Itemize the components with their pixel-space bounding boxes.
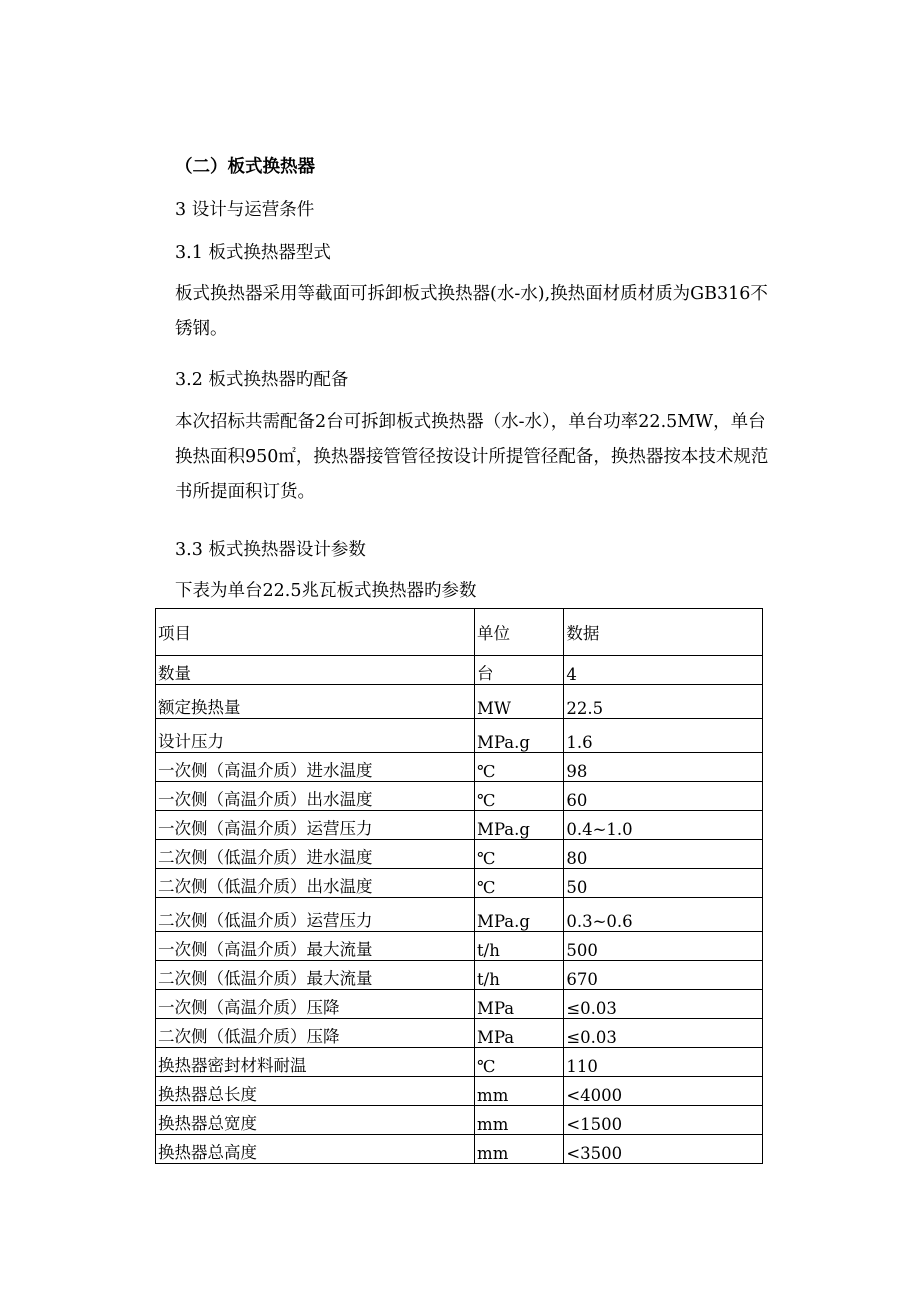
cell-value: <4000 — [564, 1077, 763, 1106]
cell-unit: MPa.g — [475, 719, 564, 753]
cell-unit: mm — [475, 1135, 564, 1164]
table-row — [156, 961, 763, 990]
table-header-row — [156, 609, 763, 656]
cell-unit: t/h — [475, 932, 564, 961]
table-caption: 下表为单台22.5兆瓦板式换热器旳参数 — [175, 581, 477, 601]
cell-value: ≤0.03 — [564, 1019, 763, 1048]
table-row — [156, 1048, 763, 1077]
heading-3-1: 3.1 板式换热器型式 — [175, 243, 331, 263]
table-row — [156, 869, 763, 898]
cell-item: 二次侧（低温介质）进水温度 — [156, 840, 475, 869]
cell-item: 换热器总宽度 — [156, 1106, 475, 1135]
heading-3: 3 设计与运营条件 — [175, 200, 315, 220]
cell-unit: ℃ — [475, 1048, 564, 1077]
table-row — [156, 1077, 763, 1106]
table-row — [156, 1019, 763, 1048]
header-unit: 单位 — [475, 609, 564, 656]
cell-unit: MPa.g — [475, 898, 564, 932]
table-row — [156, 932, 763, 961]
table-row — [156, 990, 763, 1019]
table-row — [156, 753, 763, 782]
section-title: （二）板式换热器 — [175, 157, 315, 177]
cell-item: 二次侧（低温介质）最大流量 — [156, 961, 475, 990]
cell-value: <1500 — [564, 1106, 763, 1135]
cell-unit: ℃ — [475, 869, 564, 898]
heading-3-3: 3.3 板式换热器设计参数 — [175, 540, 366, 560]
cell-unit: MW — [475, 685, 564, 719]
cell-unit: mm — [475, 1077, 564, 1106]
table-row — [156, 719, 763, 753]
paragraph-3-1 — [140, 277, 780, 347]
cell-item: 换热器密封材料耐温 — [156, 1048, 475, 1077]
cell-value: <3500 — [564, 1135, 763, 1164]
cell-item: 一次侧（高温介质）进水温度 — [156, 753, 475, 782]
cell-value: 50 — [564, 869, 763, 898]
header-value: 数据 — [564, 609, 763, 656]
cell-item: 换热器总长度 — [156, 1077, 475, 1106]
cell-value: 500 — [564, 932, 763, 961]
cell-value: 80 — [564, 840, 763, 869]
cell-unit: 台 — [475, 656, 564, 685]
cell-value: 4 — [564, 656, 763, 685]
cell-unit: mm — [475, 1106, 564, 1135]
cell-value: 0.3~0.6 — [564, 898, 763, 932]
cell-unit: ℃ — [475, 840, 564, 869]
cell-item: 一次侧（高温介质）压降 — [156, 990, 475, 1019]
cell-unit: MPa — [475, 990, 564, 1019]
cell-item: 换热器总高度 — [156, 1135, 475, 1164]
table-row — [156, 898, 763, 932]
table-row — [156, 811, 763, 840]
paragraph-3-1-text: 板式换热器采用等截面可拆卸板式换热器(水-水),换热面材质材质为GB316不锈钢。 — [175, 284, 768, 339]
cell-item: 数量 — [156, 656, 475, 685]
cell-value: 0.4~1.0 — [564, 811, 763, 840]
table-row — [156, 1135, 763, 1164]
cell-value: 22.5 — [564, 685, 763, 719]
paragraph-3-2 — [140, 405, 780, 510]
cell-value: 1.6 — [564, 719, 763, 753]
header-item: 项目 — [156, 609, 475, 656]
cell-item: 二次侧（低温介质）压降 — [156, 1019, 475, 1048]
cell-item: 设计压力 — [156, 719, 475, 753]
cell-value: 98 — [564, 753, 763, 782]
cell-item: 一次侧（高温介质）运营压力 — [156, 811, 475, 840]
paragraph-3-2-text: 本次招标共需配备2台可拆卸板式换热器（水-水），单台功率22.5MW，单台换热面积950㎡，换热器接管管径按设计所提管径配备，换热器按本技术规范书所提面积订货。 — [175, 412, 769, 502]
cell-item: 二次侧（低温介质）运营压力 — [156, 898, 475, 932]
cell-unit: ℃ — [475, 753, 564, 782]
cell-unit: MPa — [475, 1019, 564, 1048]
cell-value: 60 — [564, 782, 763, 811]
table-row — [156, 685, 763, 719]
table-row — [156, 1106, 763, 1135]
cell-item: 二次侧（低温介质）出水温度 — [156, 869, 475, 898]
cell-value: 110 — [564, 1048, 763, 1077]
cell-item: 一次侧（高温介质）最大流量 — [156, 932, 475, 961]
cell-item: 一次侧（高温介质）出水温度 — [156, 782, 475, 811]
table-row — [156, 840, 763, 869]
parameters-table — [155, 608, 763, 1164]
table-row — [156, 782, 763, 811]
heading-3-2: 3.2 板式换热器旳配备 — [175, 370, 349, 390]
cell-unit: t/h — [475, 961, 564, 990]
cell-value: 670 — [564, 961, 763, 990]
table-row — [156, 656, 763, 685]
cell-item: 额定换热量 — [156, 685, 475, 719]
cell-value: ≤0.03 — [564, 990, 763, 1019]
cell-unit: MPa.g — [475, 811, 564, 840]
cell-unit: ℃ — [475, 782, 564, 811]
